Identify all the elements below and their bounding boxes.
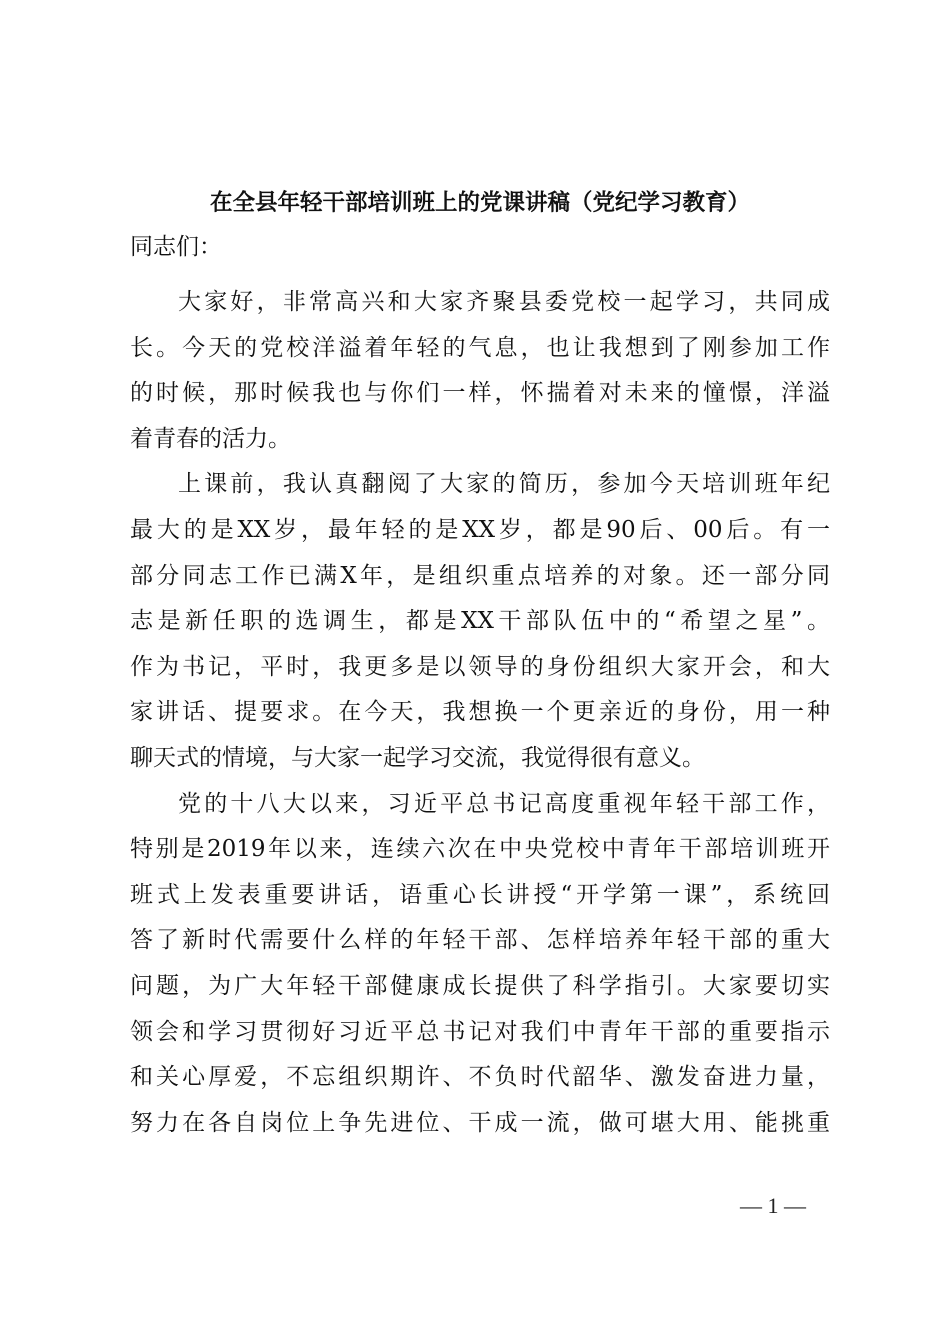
- paragraph-2-line-6: 家讲话、提要求。在今天，我想换一个更亲近的身份，用一种: [130, 699, 830, 726]
- paragraph-3-line-6: 领会和学习贯彻好习近平总书记对我们中青年干部的重要指示: [130, 1018, 830, 1045]
- paragraph-2-line-7: 聊天式的情境，与大家一起学习交流，我觉得很有意义。: [130, 744, 705, 771]
- paragraph-3-line-4: 答了新时代需要什么样的年轻干部、怎样培养年轻干部的重大: [130, 927, 830, 954]
- document-body: [130, 280, 830, 1146]
- paragraph-2-line-3: 部分同志工作已满X年，是组织重点培养的对象。还一部分同: [130, 562, 830, 589]
- paragraph-2-line-1: 上课前，我认真翻阅了大家的简历，参加今天培训班年纪: [178, 471, 830, 498]
- paragraph-1-line-2: 长。今天的党校洋溢着年轻的气息，也让我想到了刚参加工作: [130, 334, 830, 361]
- paragraph-3-line-1: 党的十八大以来，习近平总书记高度重视年轻干部工作，: [178, 790, 830, 817]
- paragraph-2-line-4: 志是新任职的选调生，都是XX干部队伍中的“希望之星”。: [130, 608, 830, 635]
- document-title: 在全县年轻干部培训班上的党课讲稿（党纪学习教育）: [209, 190, 750, 216]
- paragraph-1-line-3: 的时候，那时候我也与你们一样，怀揣着对未来的憧憬，洋溢: [130, 380, 830, 407]
- paragraph-2-line-5: 作为书记，平时，我更多是以领导的身份组织大家开会，和大: [130, 653, 830, 680]
- paragraph-3-line-3: 班式上发表重要讲话，语重心长讲授“开学第一课”，系统回: [130, 881, 830, 908]
- paragraph-3-line-5: 问题，为广大年轻干部健康成长提供了科学指引。大家要切实: [130, 972, 830, 999]
- paragraph-2-line-2: 最大的是XX岁，最年轻的是XX岁，都是90后、00后。有一: [130, 516, 830, 543]
- paragraph-1-line-4: 着青春的活力。: [130, 425, 291, 452]
- paragraph-3-line-2: 特别是2019年以来，连续六次在中央党校中青年干部培训班开: [130, 836, 830, 863]
- page-number: — 1 —: [740, 1193, 806, 1218]
- paragraph-3-line-8: 努力在各自岗位上争先进位、干成一流，做可堪大用、能挑重: [130, 1109, 830, 1136]
- paragraph-3-line-7: 和关心厚爱，不忘组织期许、不负时代韶华、激发奋进力量，: [130, 1064, 830, 1091]
- salutation: 同志们：: [130, 234, 222, 260]
- paragraph-1-line-1: 大家好，非常高兴和大家齐聚县委党校一起学习，共同成: [178, 289, 830, 315]
